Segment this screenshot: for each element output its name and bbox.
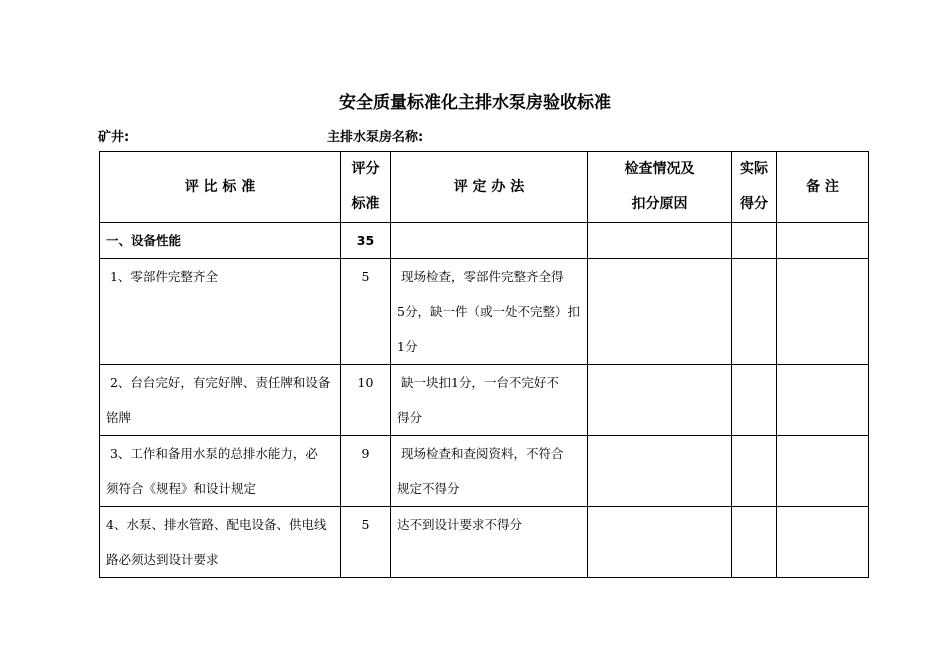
- method-line: 5分，缺一件（或一处不完整）扣: [397, 304, 580, 319]
- actual-cell: [732, 259, 777, 365]
- header-check-line2: 扣分原因: [631, 196, 688, 212]
- method-line: 规定不得分: [397, 481, 460, 496]
- header-criteria-text: 评 比 标 准: [184, 178, 256, 195]
- method-line: 达不到设计要求不得分: [397, 517, 523, 532]
- criteria-line: 4、水泵、排水管路、配电设备、供电线: [106, 517, 327, 532]
- check-cell: [588, 365, 732, 436]
- section-actual-cell: [732, 223, 777, 259]
- actual-cell: [732, 507, 777, 578]
- method-cell: [391, 365, 588, 436]
- criteria-line: 路必须达到设计要求: [106, 552, 219, 567]
- criteria-cell: [100, 436, 341, 507]
- criteria-line: 须符合《规程》和设计规定: [106, 481, 257, 496]
- method-cell: [391, 507, 588, 578]
- method-line: 现场检查，零部件完整齐全得: [397, 269, 564, 284]
- score-cell: 5: [341, 259, 391, 365]
- page-title: 安全质量标准化主排水泵房验收标准: [339, 93, 611, 113]
- header-score-standard-line1: 评分: [351, 161, 380, 177]
- criteria-cell: [100, 365, 341, 436]
- acceptance-standard-table: [99, 151, 869, 578]
- header-method: [391, 152, 588, 223]
- score-cell: 9: [341, 436, 391, 507]
- table-row: [100, 259, 869, 365]
- header-remark-text: 备 注: [806, 178, 839, 195]
- actual-cell: [732, 365, 777, 436]
- score-cell: 10: [341, 365, 391, 436]
- check-cell: [588, 259, 732, 365]
- actual-cell: [732, 436, 777, 507]
- section-name: 一、设备性能: [100, 223, 341, 259]
- header-score-standard: [341, 152, 391, 223]
- section-remark-cell: [777, 223, 869, 259]
- remark-cell: [777, 365, 869, 436]
- header-remark: [777, 152, 869, 223]
- method-line: 现场检查和查阅资料，不符合: [397, 446, 564, 461]
- section-score: 35: [341, 223, 391, 259]
- table-header-row: [100, 152, 869, 223]
- remark-cell: [777, 507, 869, 578]
- criteria-line: 铭牌: [106, 410, 132, 425]
- header-criteria: [100, 152, 341, 223]
- remark-cell: [777, 259, 869, 365]
- header-actual-line1: 实际: [740, 161, 768, 177]
- method-cell: [391, 259, 588, 365]
- remark-cell: [777, 436, 869, 507]
- header-check-line1: 检查情况及: [624, 161, 695, 177]
- pump-room-name-label: 主排水泵房名称:: [327, 130, 424, 145]
- check-cell: [588, 507, 732, 578]
- criteria-line: 2、台台完好，有完好牌、责任牌和设备: [106, 375, 331, 390]
- criteria-line: 3、工作和备用水泵的总排水能力，必: [106, 446, 318, 461]
- header-actual-score: [732, 152, 777, 223]
- method-line: 得分: [397, 410, 423, 425]
- header-actual-line2: 得分: [740, 196, 768, 212]
- section-method-cell: [391, 223, 588, 259]
- mine-label: 矿井:: [98, 130, 130, 145]
- section-check-cell: [588, 223, 732, 259]
- check-cell: [588, 436, 732, 507]
- header-method-text: 评 定 办 法: [453, 178, 525, 195]
- method-line: 缺一块扣1分，一台不完好不: [397, 375, 559, 390]
- criteria-cell: [100, 259, 341, 365]
- table-row: [100, 436, 869, 507]
- table-row: [100, 365, 869, 436]
- method-line: 1分: [397, 339, 418, 354]
- criteria-line: 1、零部件完整齐全: [106, 269, 218, 284]
- method-cell: [391, 436, 588, 507]
- criteria-cell: [100, 507, 341, 578]
- header-check-result: [588, 152, 732, 223]
- table-row: [100, 507, 869, 578]
- header-score-standard-line2: 标准: [351, 196, 380, 212]
- section-row-equipment-performance: [100, 223, 869, 259]
- score-cell: 5: [341, 507, 391, 578]
